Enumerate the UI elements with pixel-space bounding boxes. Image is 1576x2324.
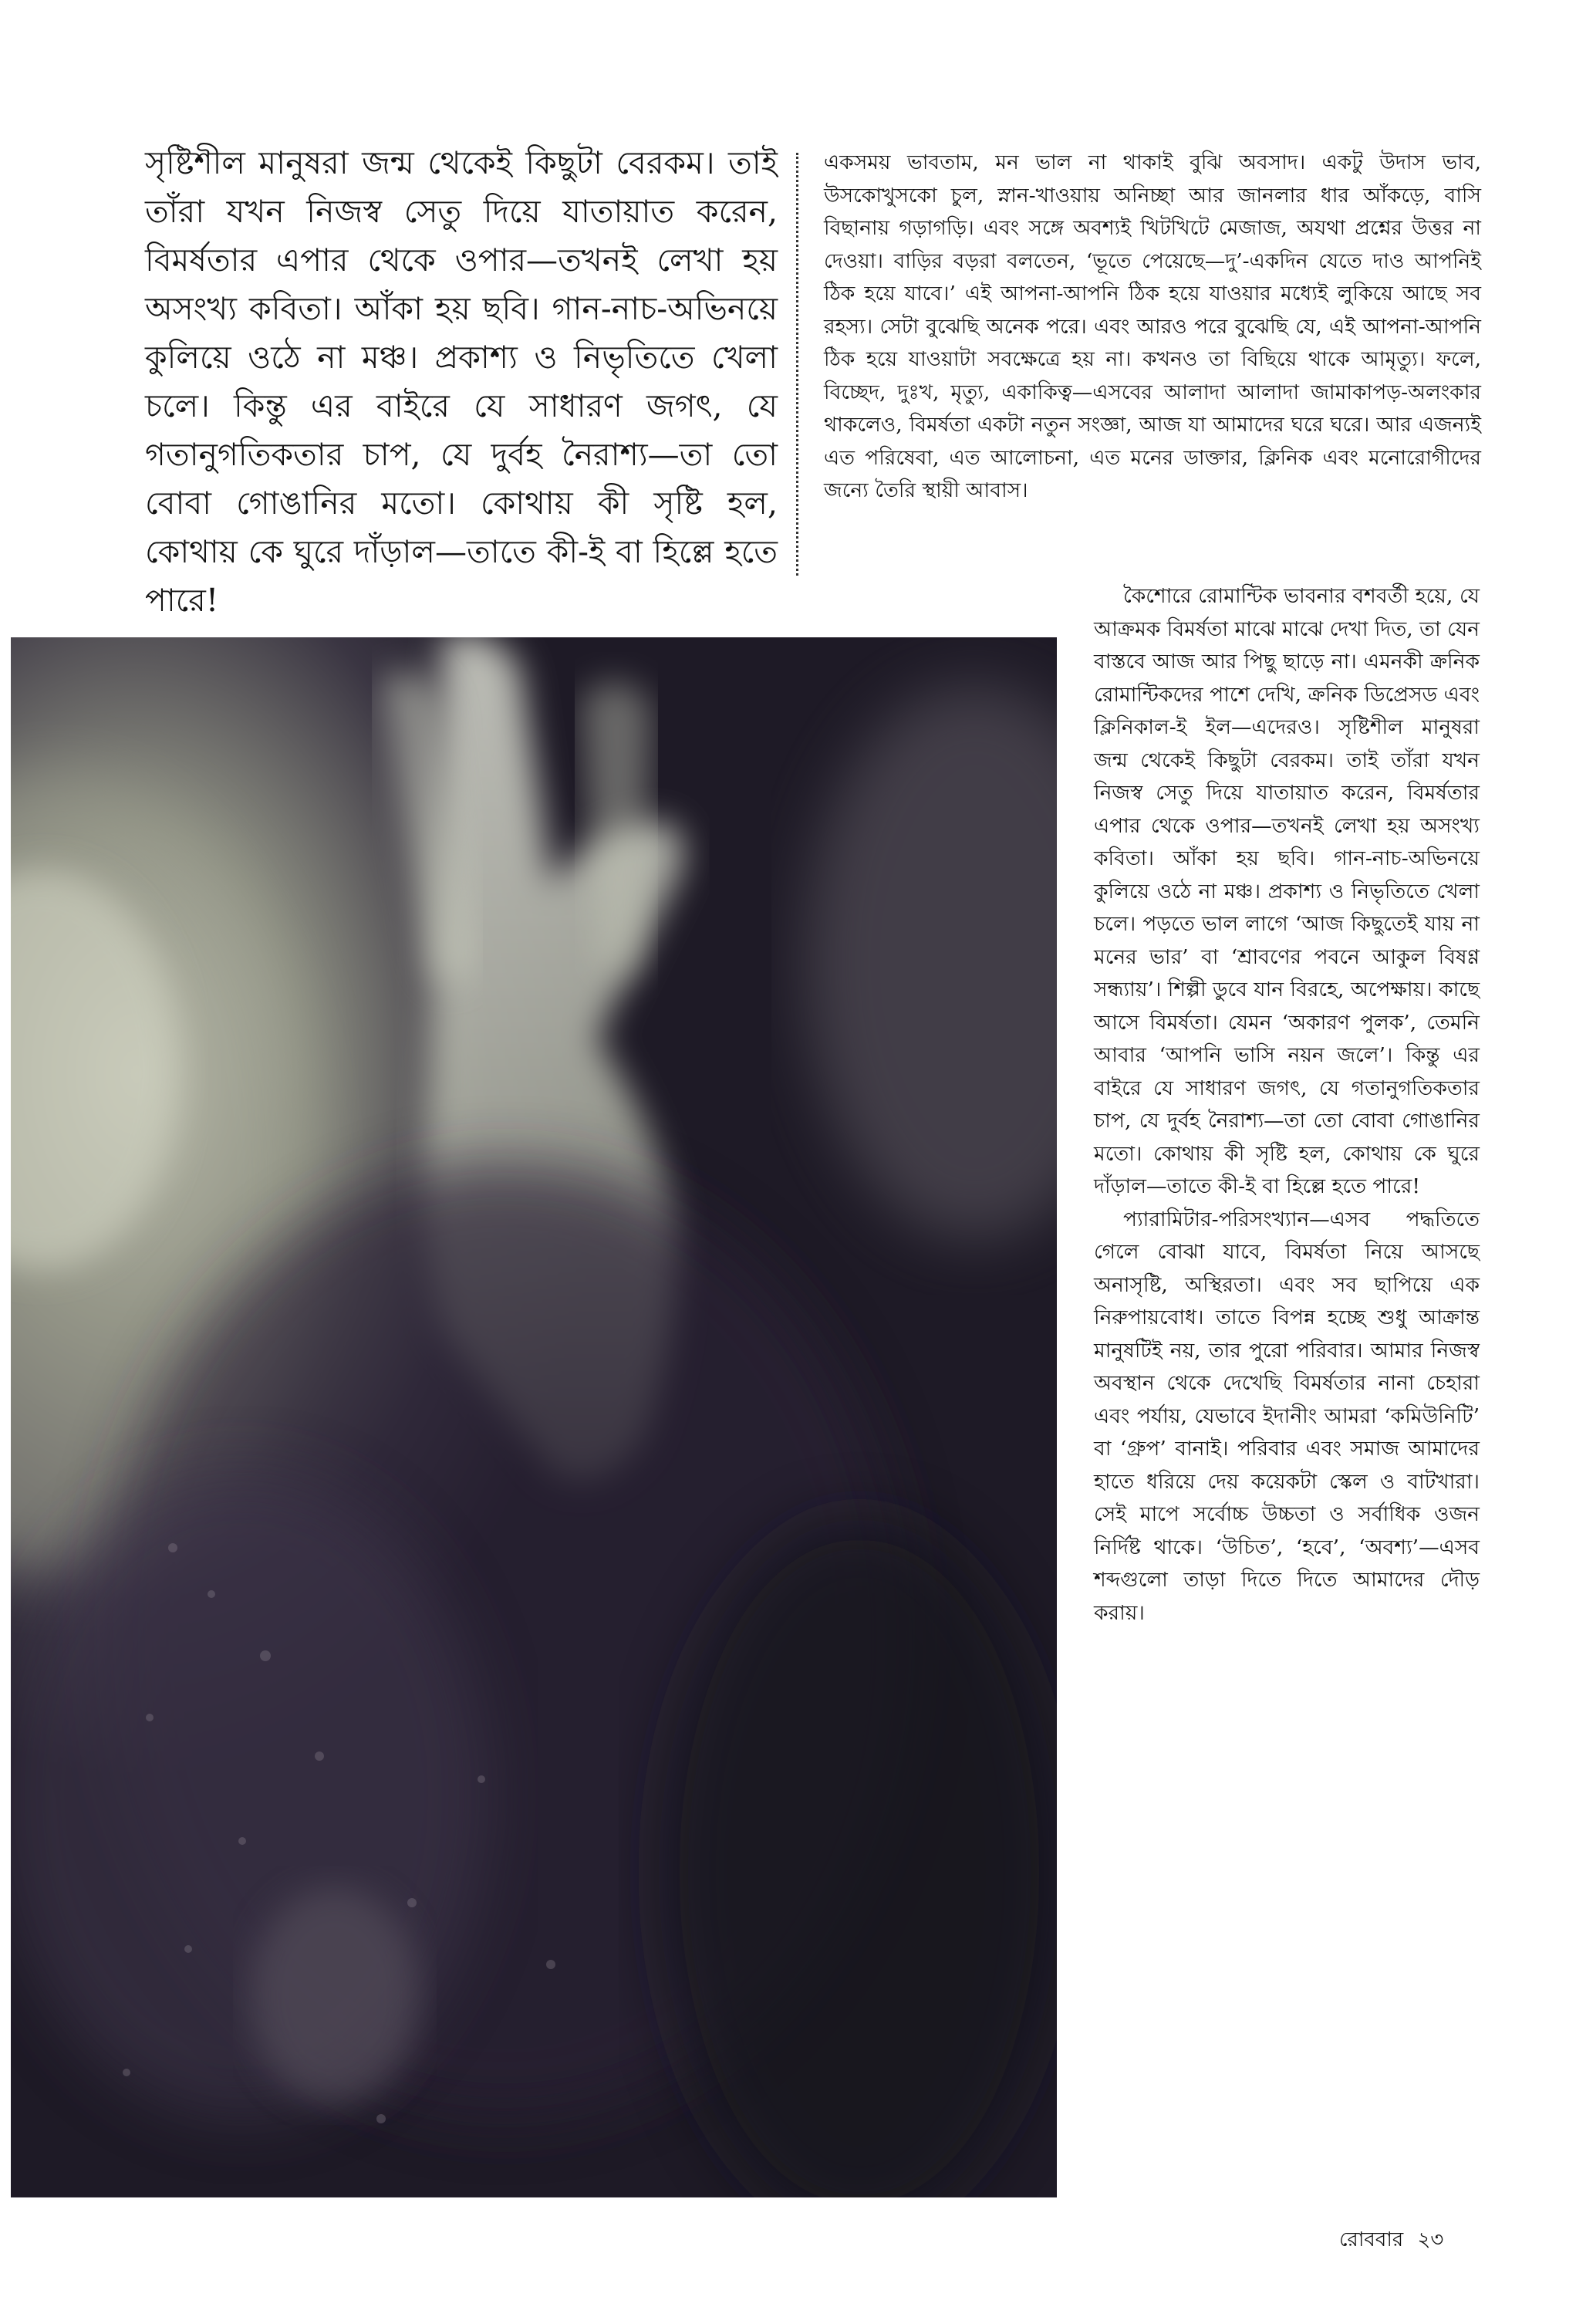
pull-quote: সৃষ্টিশীল মানুষরা জন্ম থেকেই কিছুটা বেরকম। তাই তাঁরা যখন নিজস্ব সেতু দিয়ে যাতায়াত করেন, বিমর্ষতার এপার থেকে ওপার—তখনই লেখা হয় অসংখ্য কবিতা। আঁকা হয় ছবি। গান-নাচ-অভিনয়ে কুলিয়ে ওঠে না মঞ্চ। প্রকাশ্য ও নিভৃতিতে খেলা চলে। কিন্তু এর বাইরে যে সাধারণ জগৎ, যে গতানুগতিকতার চাপ, যে দুর্বহ নৈরাশ্য—তা তো বোবা গোঙানির মতো। কোথায় কী সৃষ্টি হল, কোথায় কে ঘুরে দাঁড়াল—তাতে কী-ই বা হিল্লে হতে পারে! <box>145 144 778 619</box>
column-paragraph: কৈশোরে রোমান্টিক ভাবনার বশবর্তী হয়ে, যে আক্রমক বিমর্ষতা মাঝে মাঝে দেখা দিত, তা যেন বাস্তবে আজ আর পিছু ছাড়ে না। এমনকী ক্রনিক রোমান্টিকদের পাশে দেখি, ক্রনিক ডিপ্রেসড এবং ক্লিনিকাল-ই ইল—এদেরও। সৃষ্টিশীল মানুষরা জন্ম থেকেই কিছুটা বেরকম। তাই তাঁরা যখন নিজস্ব সেতু দিয়ে যাতায়াত করেন, বিমর্ষতার এপার থেকে ওপার—তখনই লেখা হয় অসংখ্য কবিতা। আঁকা হয় ছবি। গান-নাচ-অভিনয়ে কুলিয়ে ওঠে না মঞ্চ। প্রকাশ্য ও নিভৃতিতে খেলা চলে। পড়তে ভাল লাগে ‘আজ কিছুতেই যায় না মনের ভার’ বা ‘শ্রাবণের পবনে আকুল বিষণ্ণ সন্ধ্যায়’। শিল্পী ডুবে যান বিরহে, অপেক্ষায়। কাছে আসে বিমর্ষতা। যেমন ‘অকারণ পুলক’, তেমনি আবার ‘আপনি ভাসি নয়ন জলে’। কিন্তু এর বাইরে যে সাধারণ জগৎ, যে গতানুগতিকতার চাপ, যে দুর্বহ নৈরাশ্য—তা তো বোবা গোঙানির মতো। কোথায় কী সৃষ্টি হল, কোথায় কে ঘুরে দাঁড়াল—তাতে কী-ই বা হিল্লে হতে পারে! <box>1094 584 1480 1198</box>
article-photo <box>11 637 1057 2197</box>
page-footer <box>1339 2227 1443 2253</box>
magazine-name: রোববার <box>1339 2228 1404 2251</box>
dotted-divider <box>796 153 798 576</box>
column-paragraph: প্যারামিটার-পরিসংখ্যান—এসব পদ্ধতিতে গেলে বোঝা যাবে, বিমর্ষতা নিয়ে আসছে অনাসৃষ্টি, অস্থিরতা। এবং সব ছাপিয়ে এক নিরুপায়বোধ। তাতে বিপন্ন হচ্ছে শুধু আক্রান্ত মানুষটিই নয়, তার পুরো পরিবার। আমার নিজস্ব অবস্থান থেকে দেখেছি বিমর্ষতার নানা চেহারা এবং পর্যায়, যেভাবে ইদানীং আমরা ‘কমিউনিটি’ বা ‘গ্রুপ’ বানাই। পরিবার এবং সমাজ আমাদের হাতে ধরিয়ে দেয় কয়েকটা স্কেল ও বাটখারা। সেই মাপে সর্বোচ্চ উচ্চতা ও সর্বাধিক ওজন নির্দিষ্ট থাকে। ‘উচিত’, ‘হবে’, ‘অবশ্য’—এসব শব্দগুলো তাড়া দিতে দিতে আমাদের দৌড় করায়। <box>1094 1207 1480 1625</box>
page-number: ২৩ <box>1417 2228 1444 2251</box>
article-column <box>1094 580 1480 1630</box>
intro-paragraph: একসময় ভাবতাম, মন ভাল না থাকাই বুঝি অবসাদ। একটু উদাস ভাব, উসকোখুসকো চুল, স্নান-খাওয়ায় অনিচ্ছা আর জানলার ধার আঁকড়ে, বাসি বিছানায় গড়াগড়ি। এবং সঙ্গে অবশ্যই খিটখিটে মেজাজ, অযথা প্রশ্নের উত্তর না দেওয়া। বাড়ির বড়রা বলতেন, ‘ভূতে পেয়েছে—দু’-একদিন যেতে দাও আপনিই ঠিক হয়ে যাবে।’ এই আপনা-আপনি ঠিক হয়ে যাওয়ার মধ্যেই লুকিয়ে আছে সব রহস্য। সেটা বুঝেছি অনেক পরে। এবং আরও পরে বুঝেছি যে, এই আপনা-আপনি ঠিক হয়ে যাওয়াটা সবক্ষেত্রে হয় না। কখনও তা বিছিয়ে থাকে আমৃত্যু। ফলে, বিচ্ছেদ, দুঃখ, মৃত্যু, একাকিত্ব—এসবের আলাদা আলাদা জামাকাপড়-অলংকার থাকলেও, বিমর্ষতা একটা নতুন সংজ্ঞা, আজ যা আমাদের ঘরে ঘরে। আর এজন্যই এত পরিষেবা, এত আলোচনা, এত মনের ডাক্তার, ক্লিনিক এবং মনোরোগীদের জন্যে তৈরি স্থায়ী আবাস। <box>824 150 1481 502</box>
